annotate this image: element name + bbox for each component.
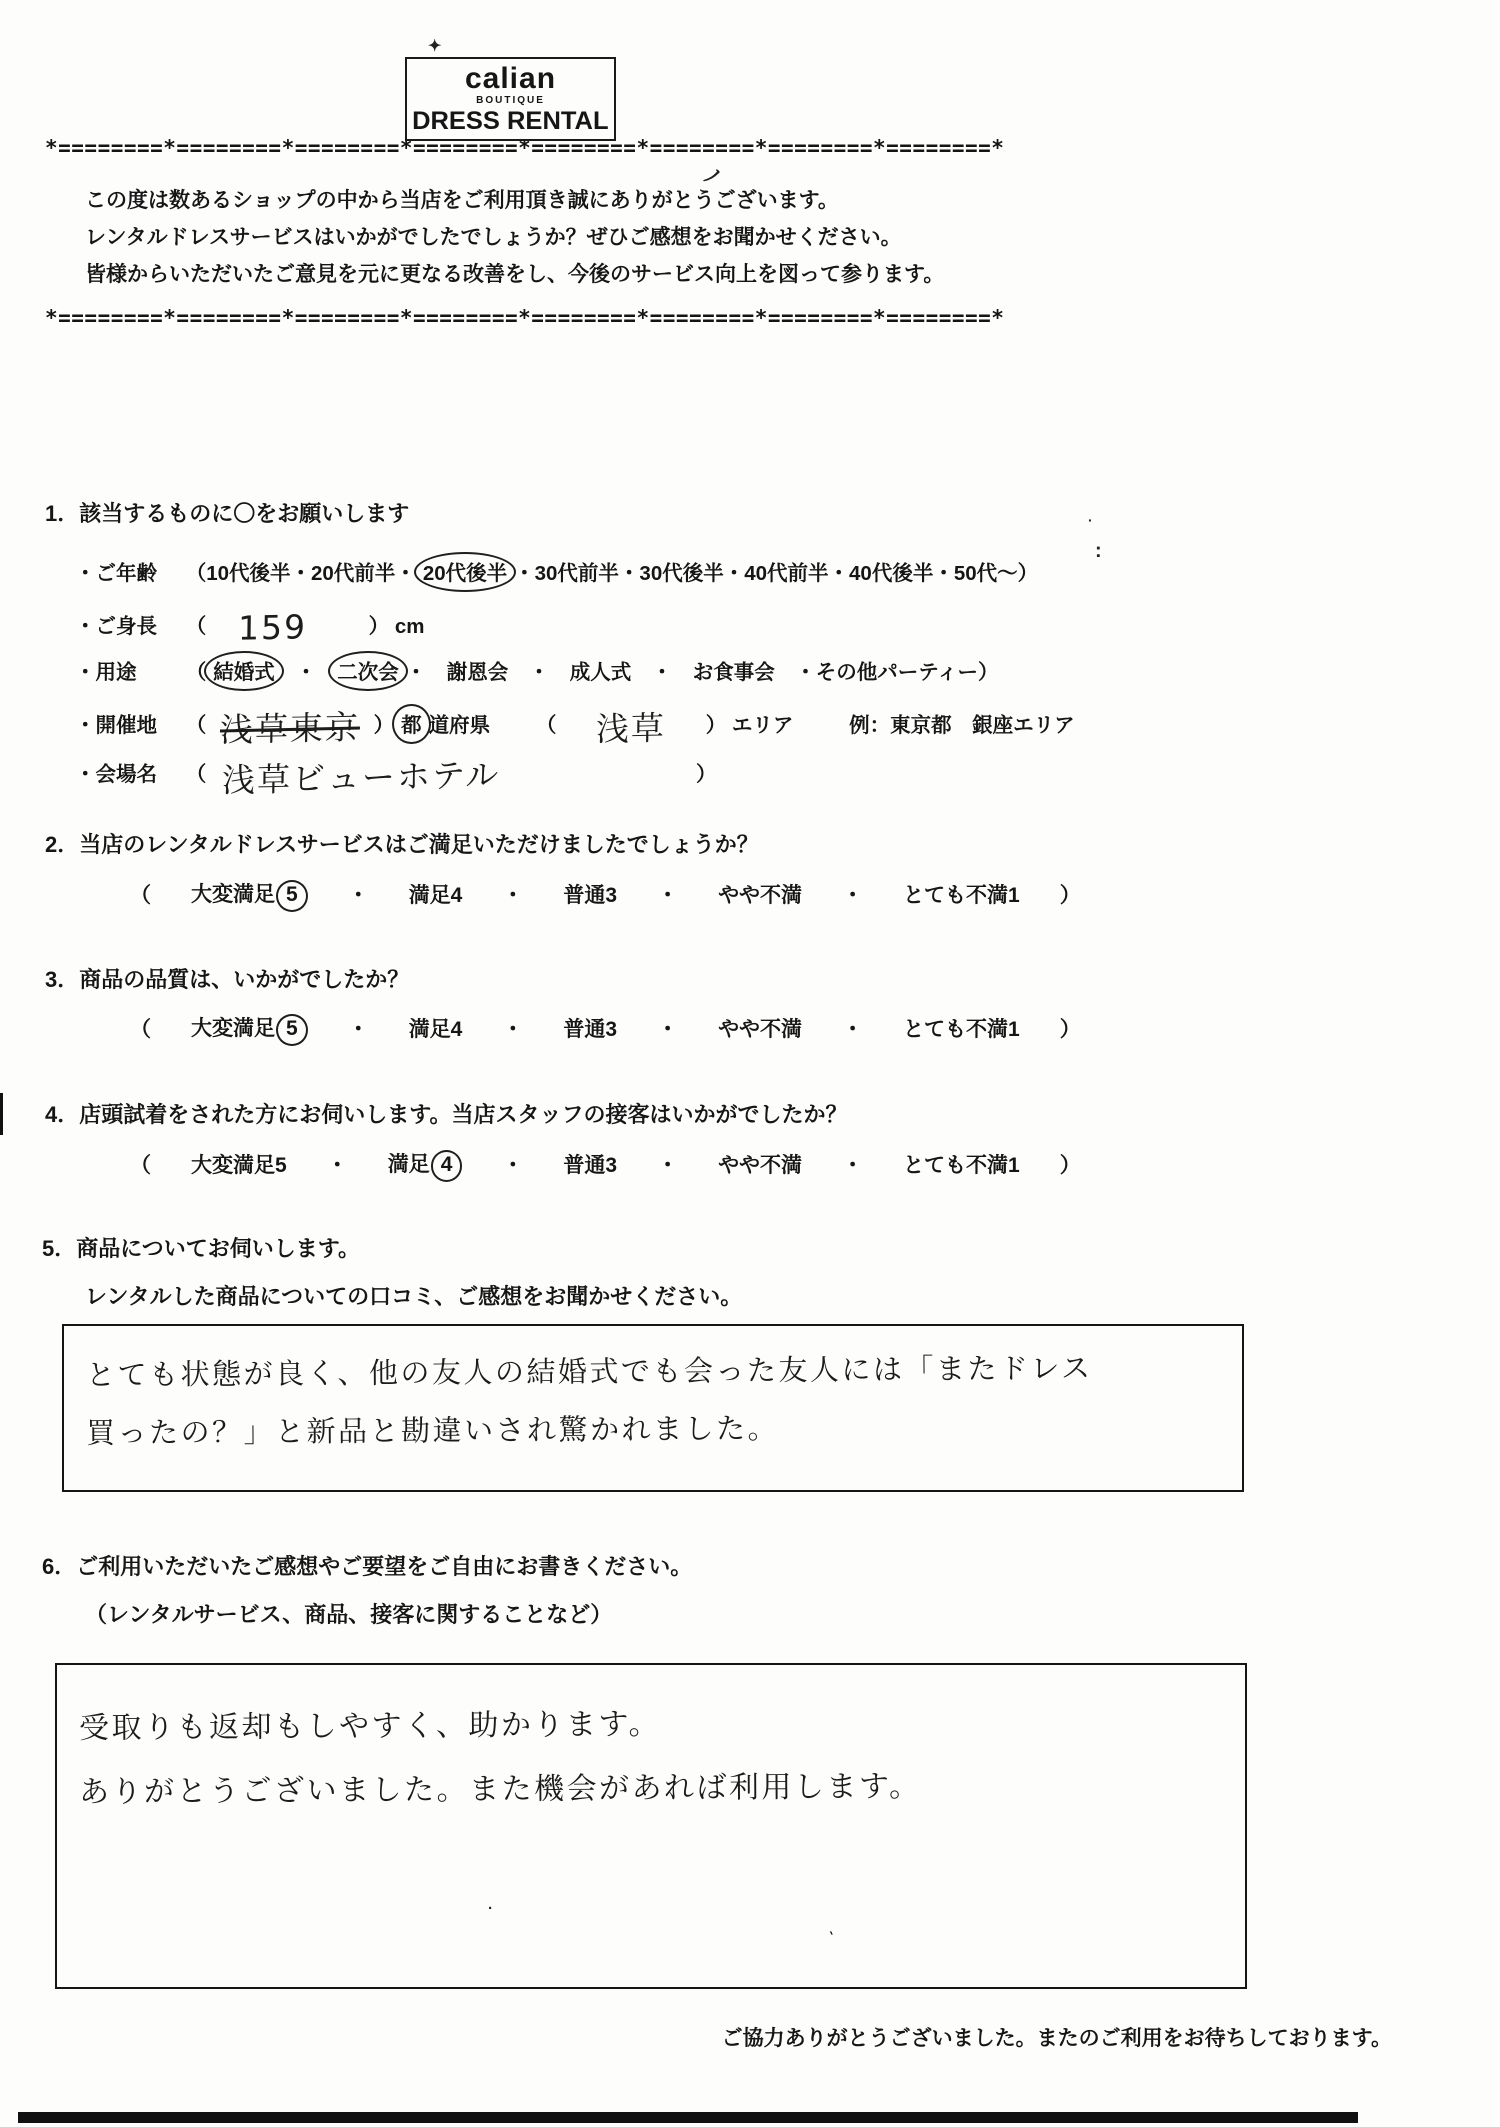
- q3-dot-3: ・: [657, 1017, 679, 1041]
- scan-artifact-left-line: [0, 1093, 3, 1135]
- q5-title: 5．商品についてお伺いします。: [42, 1236, 361, 1261]
- q1-age-circled-choice: 20代後半: [414, 552, 516, 592]
- q1-venue-open-paren: （: [185, 762, 207, 786]
- q1-area-handwritten-value: 浅草: [595, 708, 667, 749]
- q3-circled-rating-5: 5: [276, 1014, 308, 1046]
- q4-rating-scale: [130, 1148, 1081, 1179]
- footer-thanks-message: ご協力ありがとうございました。またのご利用をお待ちしております。: [721, 2027, 1392, 2050]
- q1-purpose-dot: ・: [295, 661, 317, 684]
- q3-dot-1: ・: [347, 1017, 369, 1041]
- scan-artifact-tick: ノ: [699, 163, 726, 191]
- q2-option-very-satisfied: [191, 878, 308, 909]
- q1-place-label: ・開催地: [75, 713, 157, 737]
- q1-purpose-open-paren: （: [185, 661, 207, 684]
- q2-dot-2: ・: [502, 883, 524, 907]
- scan-artifact-quote-right: :: [1095, 540, 1102, 562]
- scan-artifact-dot-right: ·: [1088, 512, 1093, 528]
- q5-answer-line-1: とても状態が良く、他の友人の結婚式でも会った友人には「またドレス: [85, 1350, 1093, 1392]
- q2-option-very-dissatisfied: とても不満1: [903, 883, 1020, 907]
- q3-option-very-satisfied-label: 大変満足: [191, 1017, 275, 1040]
- q3-option-somewhat-dissatisfied: やや不満: [718, 1017, 803, 1041]
- q3-option-very-satisfied: [191, 1012, 308, 1043]
- q2-option-satisfied: 満足4: [408, 883, 463, 907]
- q1-age-row: [75, 556, 1038, 588]
- intro-line-3: 皆様からいただいたご意見を元に更なる改善をし、今後のサービス向上を図って参ります。: [85, 263, 945, 286]
- q2-circled-rating-5: 5: [276, 880, 308, 912]
- q1-height-row: [75, 608, 424, 647]
- scan-artifact-tick-box6: `: [822, 1929, 835, 1948]
- separator-line-bottom: *========*========*========*========*========*========*========*========*: [45, 306, 1005, 330]
- q1-area-close-paren: ）: [705, 713, 727, 737]
- q4-close-paren: ）: [1059, 1153, 1081, 1177]
- q2-dot-1: ・: [347, 883, 369, 907]
- q3-dot-2: ・: [502, 1017, 524, 1041]
- q2-option-neutral: 普通3: [563, 883, 618, 907]
- q1-place-open-paren: （: [185, 713, 207, 737]
- logo-brand: calian: [464, 62, 557, 96]
- q4-dot-2: ・: [502, 1153, 524, 1177]
- q1-age-options-pre: （10代後半・20代前半・: [185, 562, 416, 585]
- q1-height-unit: cm: [394, 614, 425, 638]
- q1-height-open-paren: （: [185, 614, 207, 638]
- q2-open-paren: （: [130, 883, 151, 907]
- q5-subtitle: レンタルした商品についての口コミ、ご感想をお聞かせください。: [85, 1284, 743, 1309]
- intro-line-1: この度は数あるショップの中から当店をご利用頂き誠にありがとうございます。: [85, 189, 839, 212]
- q1-height-close-paren: ）: [368, 614, 390, 638]
- q1-place-handwritten-struck: 浅草東京: [219, 707, 361, 750]
- logo-subtitle: BOUTIQUE: [476, 94, 545, 106]
- q3-option-neutral: 普通3: [563, 1017, 618, 1041]
- q1-venue-row: [75, 752, 716, 799]
- q6-answer-line-1: 受取りも返却もしやすく、助かります。: [78, 1706, 662, 1746]
- q3-option-very-dissatisfied: とても不満1: [903, 1017, 1020, 1041]
- q1-place-close-paren: ）: [373, 713, 395, 737]
- q6-answer-line-2: ありがとうございました。また機会があれば利用します。: [78, 1769, 922, 1810]
- q3-dot-4: ・: [842, 1017, 864, 1041]
- q4-option-neutral: 普通3: [563, 1153, 618, 1177]
- q1-area-label: エリア: [731, 713, 794, 737]
- q3-close-paren: ）: [1059, 1017, 1081, 1041]
- q1-height-label: ・ご身長: [75, 614, 157, 638]
- q4-option-satisfied: [388, 1148, 463, 1179]
- q3-title: 3．商品の品質は、いかがでしたか？: [45, 967, 410, 992]
- q1-purpose-circled-wedding: 結婚式: [204, 651, 284, 691]
- q3-option-satisfied: 満足4: [408, 1017, 463, 1041]
- q6-title: 6．ご利用いただいたご感想やご要望をご自由にお書きください。: [42, 1554, 693, 1579]
- q1-purpose-row: [75, 655, 999, 687]
- q4-option-very-satisfied: 大変満足5: [191, 1153, 287, 1177]
- q3-rating-scale: [130, 1012, 1081, 1043]
- q1-area-example: 例：東京都 銀座エリア: [849, 713, 1075, 737]
- q1-age-options-post: ・30代前半・30代後半・40代前半・40代後半・50代～）: [514, 562, 1039, 585]
- q4-option-somewhat-dissatisfied: やや不満: [718, 1153, 803, 1177]
- q2-dot-4: ・: [842, 883, 864, 907]
- q1-purpose-options-rest: ・ 謝恩会 ・ 成人式 ・ お食事会 ・その他パーティー）: [405, 661, 999, 684]
- separator-line-top: *========*========*========*========*========*========*========*========*: [45, 136, 1005, 160]
- q1-place-row: [75, 703, 1075, 750]
- q1-age-label: ・ご年齢: [75, 562, 157, 585]
- q4-open-paren: （: [130, 1153, 151, 1177]
- scan-edge-bar: [18, 2112, 1358, 2123]
- logo-title: DRESS RENTAL: [412, 107, 609, 136]
- q4-dot-1: ・: [326, 1153, 348, 1177]
- q4-option-very-dissatisfied: とても不満1: [903, 1153, 1020, 1177]
- q1-venue-label: ・会場名: [75, 762, 157, 786]
- q2-option-very-satisfied-label: 大変満足: [191, 883, 275, 906]
- q5-answer-line-2: 買ったの？」と新品と勘違いされ驚かれました。: [85, 1411, 780, 1450]
- q4-circled-rating-4: 4: [431, 1150, 463, 1182]
- q5-answer-box: [62, 1324, 1244, 1492]
- q1-venue-handwritten-value: 浅草ビューホテル: [221, 755, 501, 800]
- q6-subtitle: （レンタルサービス、商品、接客に関することなど）: [85, 1602, 613, 1627]
- intro-line-2: レンタルドレスサービスはいかがでしたでしょうか？ぜひご感想をお聞かせください。: [85, 226, 902, 249]
- q1-purpose-circled-afterparty: 二次会: [328, 651, 408, 691]
- q2-title: 2．当店のレンタルドレスサービスはご満足いただけましたでしょうか？: [45, 832, 759, 857]
- q3-open-paren: （: [130, 1017, 151, 1041]
- q4-option-satisfied-label: 満足: [387, 1153, 430, 1176]
- q1-area-open-paren: （: [535, 713, 557, 737]
- q2-rating-scale: [130, 878, 1081, 909]
- scan-artifact-dot-box6: ·: [488, 1900, 493, 1917]
- q1-title: 1．該当するものに〇をお願いします: [45, 501, 410, 526]
- q2-dot-3: ・: [657, 883, 679, 907]
- q1-prefecture-circled-to: 都: [392, 704, 431, 744]
- q1-venue-close-paren: ）: [695, 762, 717, 786]
- q2-option-somewhat-dissatisfied: やや不満: [718, 883, 803, 907]
- q1-purpose-label: ・用途: [75, 661, 137, 684]
- q1-height-handwritten-value: 159: [237, 607, 308, 648]
- q1-prefecture-rest: 道府県: [428, 713, 491, 737]
- q4-dot-3: ・: [657, 1153, 679, 1177]
- q4-title: 4．店頭試着をされた方にお伺いします。当店スタッフの接客はいかがでしたか？: [45, 1102, 848, 1127]
- scan-artifact-dot: ✦: [428, 38, 442, 55]
- q2-close-paren: ）: [1059, 883, 1081, 907]
- intro-paragraph: [85, 182, 944, 293]
- q4-dot-4: ・: [842, 1153, 864, 1177]
- q6-answer-box: [55, 1663, 1247, 1989]
- shop-logo: [405, 57, 616, 141]
